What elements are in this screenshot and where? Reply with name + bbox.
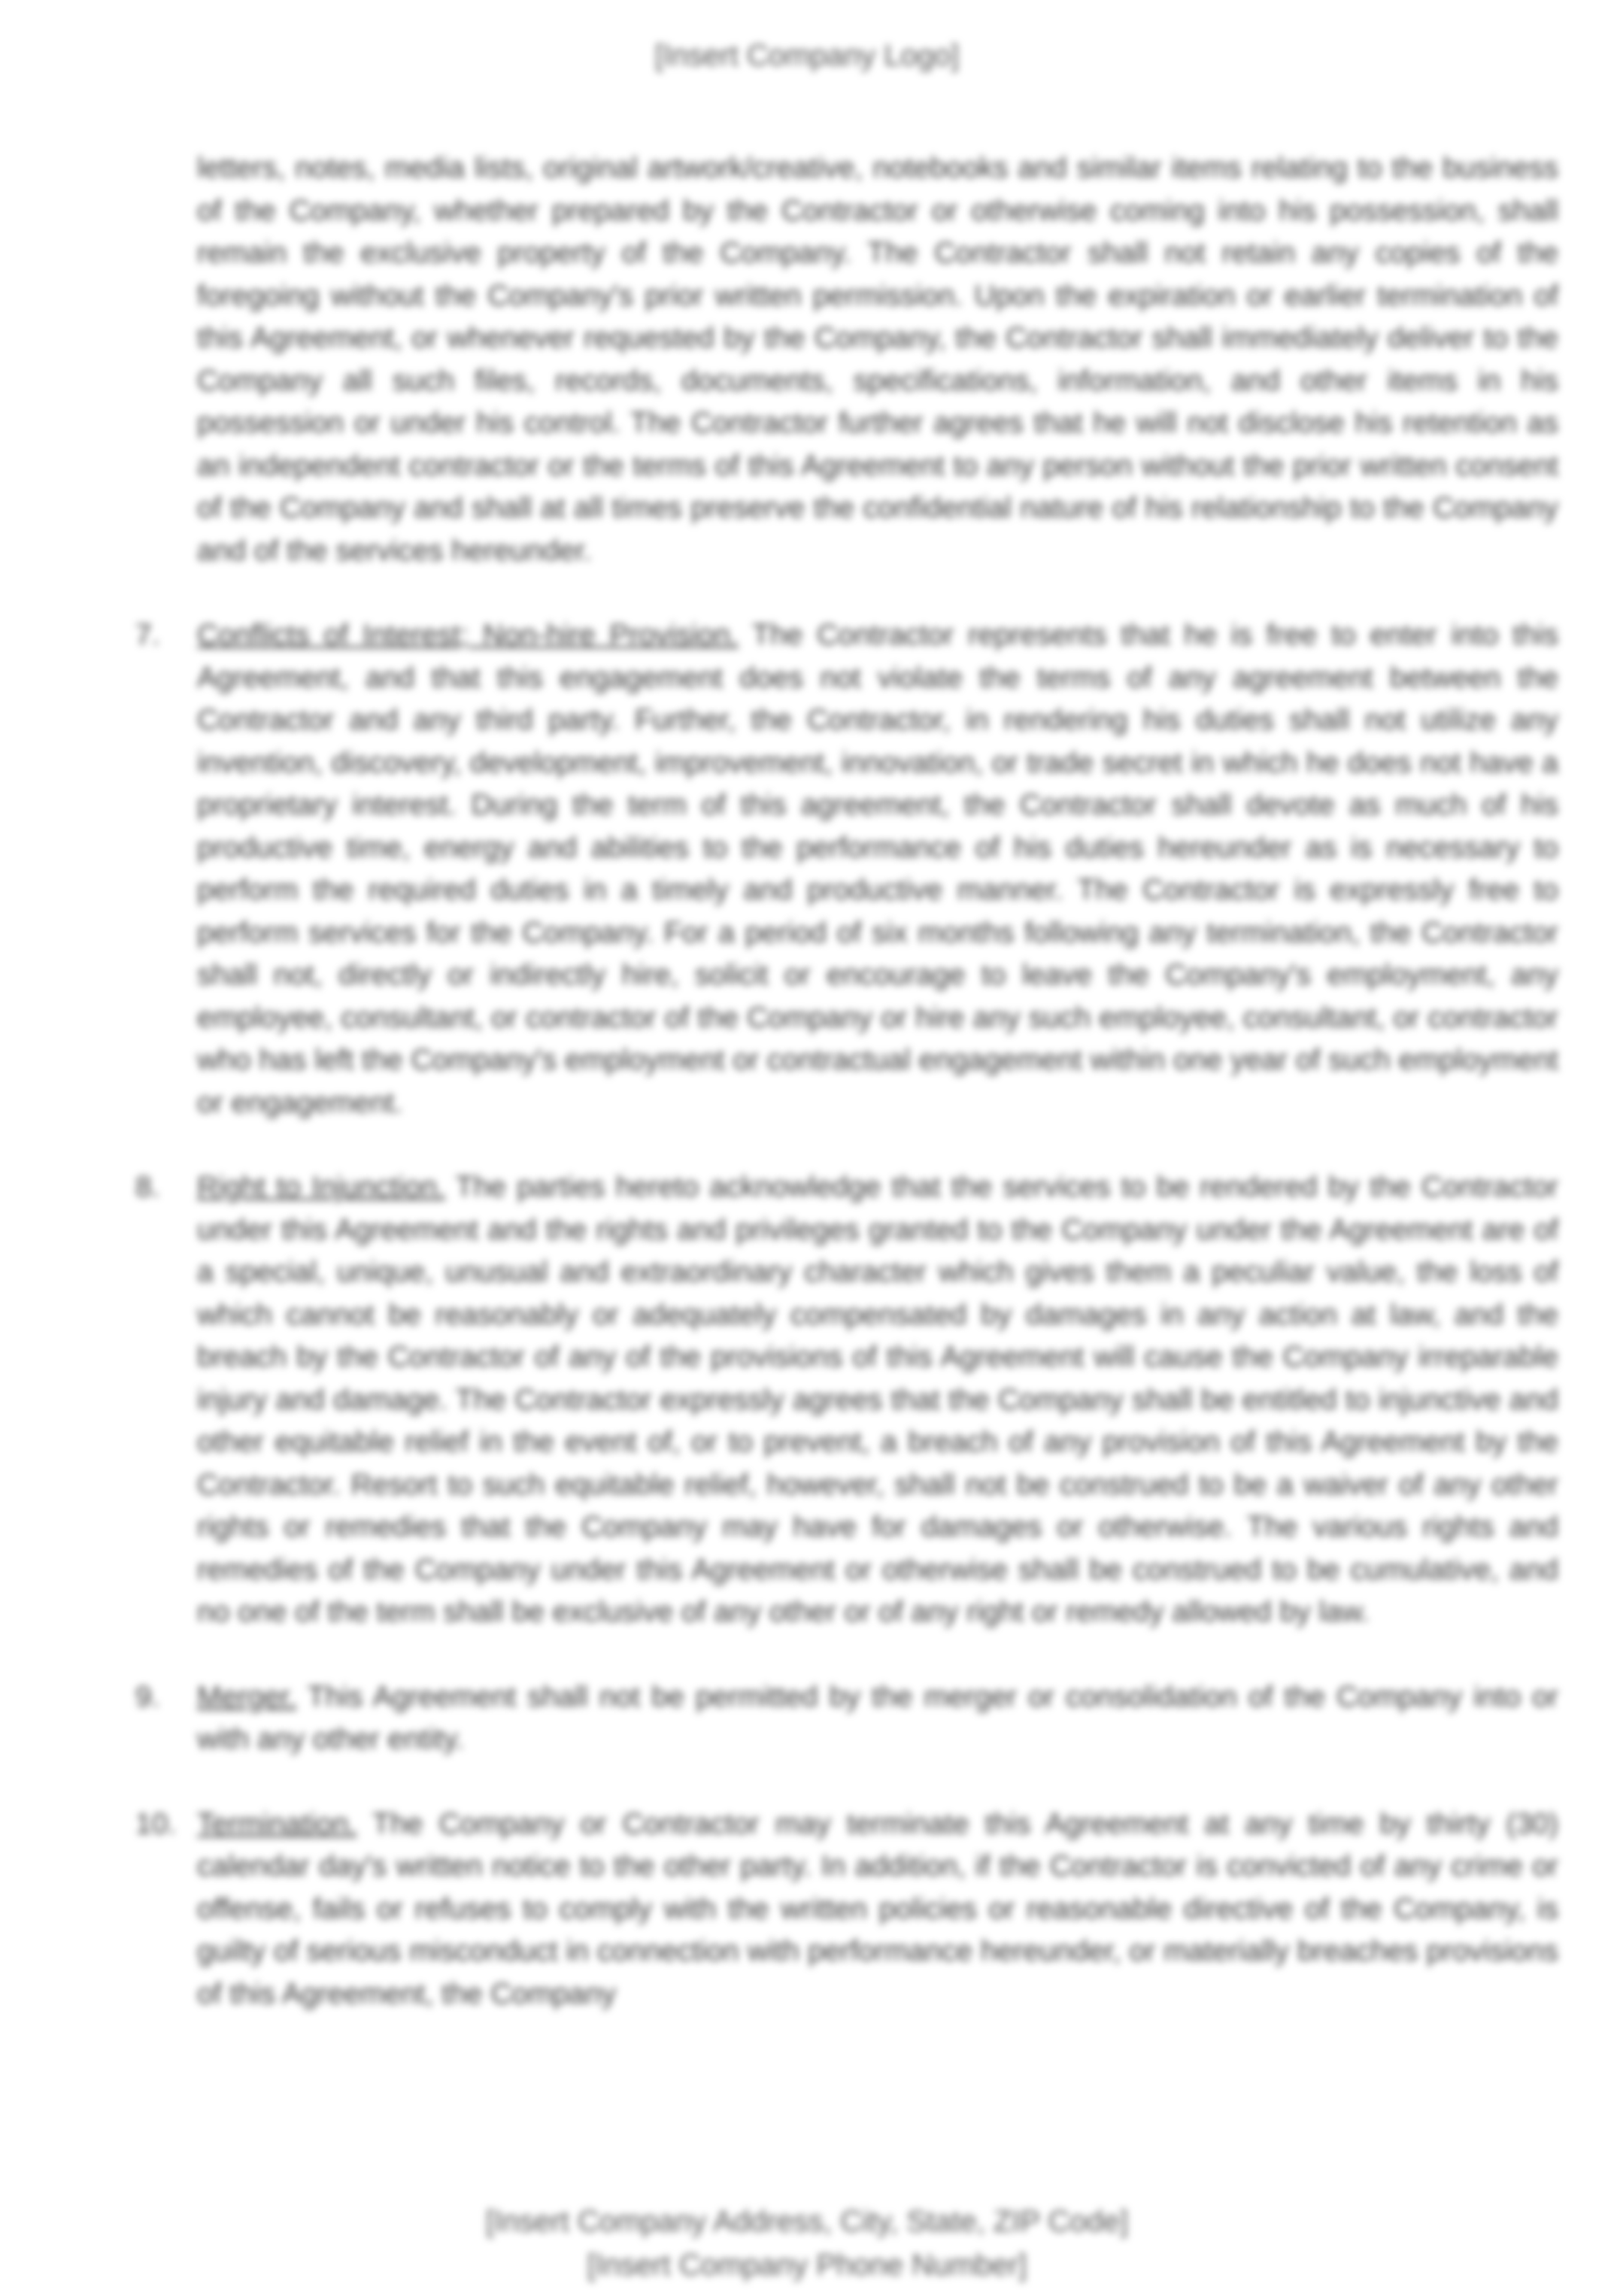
- section-text: This Agreement shall not be permitted by the merger or consolidation of the Company into or with any other entity.: [197, 1680, 1558, 1755]
- document-body: [135, 147, 1558, 2058]
- section-number: 7.: [135, 619, 160, 651]
- section-text: The Company or Contractor may terminate this Agreement at any time by thirty (30) calendar day's written notice to the other party. In addition, if the Contractor is convicted of any crime or offense, fails or refuses to comply with the written policies or reasonable directive of the Company, is guilty of serious misconduct in connection with performance hereunder, or materially breaches provisions of this Agreement, the Company: [197, 1807, 1558, 2010]
- company-phone-placeholder: [Insert Company Phone Number]: [587, 2249, 1027, 2282]
- section-text: The parties hereto acknowledge that the services to be rendered by the Contractor under this Agreement and the rights and privileges granted to the Company under the Agreement are of a special, unique, unusual and extraordinary character which gives them a peculiar value, the loss of which cannot be reasonably or adequately compensated by damages in any action at law, and the breach by the Contractor of any of the provisions of this Agreement will cause the Company irreparable injury and damage. The Contractor expressly agrees that the Company shall be entitled to injunctive and other equitable relief in the event of, or to prevent, a breach of any provision of this Agreement by the Contractor. Resort to such equitable relief, however, shall not be construed to be a waiver of any other rights or remedies that the Company may have for damages or otherwise. The various rights and remedies of the Company under this Agreement or otherwise shall be construed to be cumulative, and no one of the term shall be exclusive of any other or of any right or remedy allowed by law.: [197, 1171, 1558, 1628]
- section-heading: Conflicts of Interest; Non-hire Provision.: [197, 619, 739, 651]
- company-logo-placeholder: [Insert Company Logo]: [654, 39, 960, 72]
- section-number: 10.: [135, 1807, 177, 1840]
- company-address-placeholder: [Insert Company Address, City, State, ZIP Code]: [485, 2205, 1129, 2238]
- section-10: [135, 1803, 1558, 2016]
- section-8: [135, 1166, 1558, 1634]
- section-heading: Termination.: [197, 1807, 357, 1840]
- section-text: The Contractor represents that he is free to enter into this Agreement, and that this engagement does not violate the terms of any agreement between the Contractor and any third party. Further, the Contractor, in rendering his duties shall not utilize any invention, discovery, development, improvement, innovation, or trade secret in which he does not have a proprietary interest. During the term of this agreement, the Contractor shall devote as much of his productive time, energy and abilities to the performance of his duties hereunder as is necessary to perform the required duties in a timely and productive manner. The Contractor is expressly free to perform services for the Company. For a period of six months following any termination, the Contractor shall not, directly or indirectly hire, solicit or encourage to leave the Company's employment, any employee, consultant, or contractor of the Company or hire any such employee, consultant, or contractor who has left the Company's employment or contractual engagement within one year of such employment or engagement.: [197, 619, 1558, 1119]
- section-heading: Right to Injunction.: [197, 1171, 446, 1203]
- section-heading: Merger.: [197, 1680, 297, 1713]
- section-number: 9.: [135, 1680, 160, 1713]
- section-number: 8.: [135, 1171, 160, 1203]
- continuation-paragraph: letters, notes, media lists, original artwork/creative, notebooks and similar items relating to the business of the Company, whether prepared by the Contractor or otherwise coming into his possession, shall remain the exclusive property of the Company. The Contractor shall not retain any copies of the foregoing without the Company's prior written permission. Upon the expiration or earlier termination of this Agreement, or whenever requested by the Company, the Contractor shall immediately deliver to the Company all such files, records, documents, specifications, information, and other items in his possession or under his control. The Contractor further agrees that he will not disclose his retention as an independent contractor or the terms of this Agreement to any person without the prior written consent of the Company and shall at all times preserve the confidential nature of his relationship to the Company and of the services hereunder.: [197, 152, 1558, 567]
- section-9: [135, 1676, 1558, 1761]
- section-7: [135, 614, 1558, 1124]
